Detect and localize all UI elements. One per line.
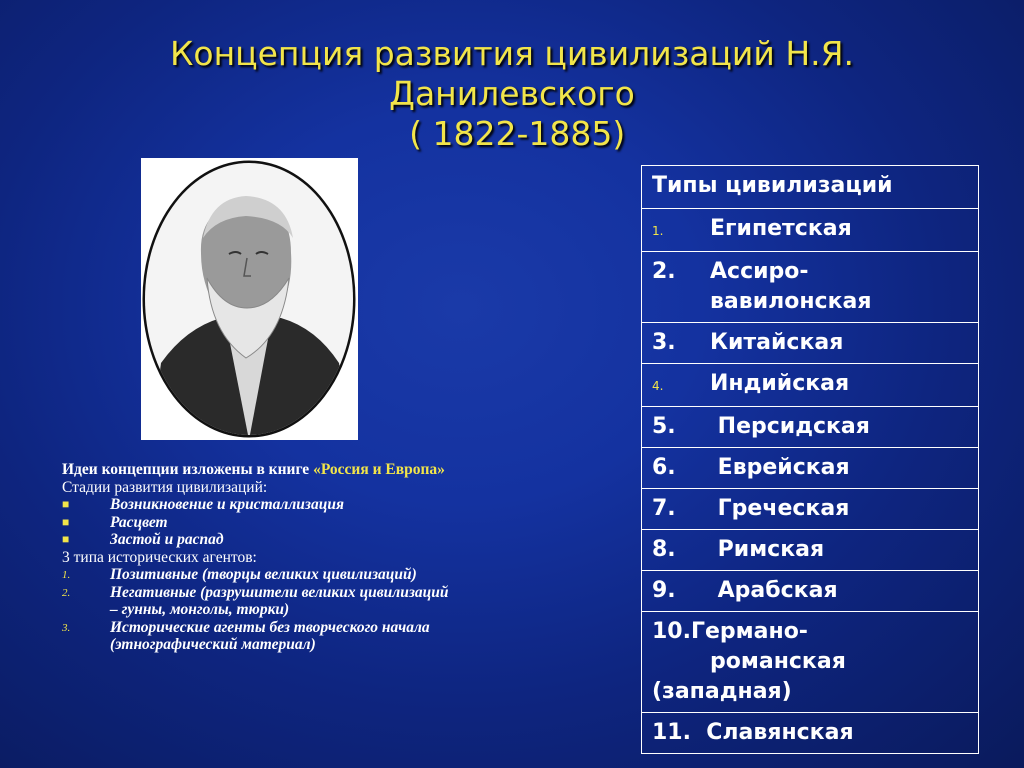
intro-text: Идеи концепции изложены в книге [62, 461, 314, 478]
table-row: 1. Египетская [642, 209, 979, 252]
list-item: ■ Застой и распад [62, 531, 224, 548]
stages-list [62, 496, 622, 549]
title-line-2: Данилевского [389, 74, 635, 113]
title-line-3: ( 1822-1885) [398, 114, 626, 153]
list-item: 3. Исторические агенты без творческого начала (этнографический материал) [62, 618, 430, 653]
table-row: 10.Германо- романская (западная) [642, 612, 979, 713]
portrait-engraving-icon [141, 158, 358, 440]
agents-heading: 3 типа исторических агентов: [62, 548, 257, 566]
table-row: 3. Китайская [642, 323, 979, 364]
portrait-image [141, 158, 358, 440]
table-row: 9. Арабская [642, 571, 979, 612]
table-row: 6. Еврейская [642, 448, 979, 489]
table-row: 7. Греческая [642, 489, 979, 530]
square-bullet-icon: ■ [62, 532, 70, 546]
table-row: 2. Ассиро- вавилонская [642, 252, 979, 323]
table-row: 8. Римская [642, 530, 979, 571]
square-bullet-icon: ■ [62, 514, 70, 529]
list-item: 2. Негативные (разрушители великих цивилизаций – гунны, монголы, тюрки) [62, 583, 449, 618]
list-item: ■ Возникновение и кристаллизация [62, 496, 344, 513]
table-row: 5. Персидская [642, 407, 979, 448]
book-intro [62, 461, 622, 479]
stages-heading: Стадии развития цивилизаций: [62, 478, 268, 496]
civilization-types-table [641, 165, 979, 754]
book-title: «Россия и Европа» [313, 461, 445, 478]
table-header-row [642, 166, 979, 209]
table-header: Типы цивилизаций [642, 166, 979, 209]
list-item: 1. Позитивные (творцы великих цивилизаций) [62, 566, 417, 583]
agents-list [62, 566, 622, 654]
concept-notes [62, 461, 622, 654]
title-line-1: Концепция развития цивилизаций Н.Я. [169, 34, 855, 73]
square-bullet-icon: ■ [62, 497, 70, 511]
slide-title [0, 34, 1024, 154]
list-item: ■ Расцвет [62, 513, 168, 531]
table-row: 11. Славянская [642, 713, 979, 754]
table-row: 4. Индийская [642, 364, 979, 407]
